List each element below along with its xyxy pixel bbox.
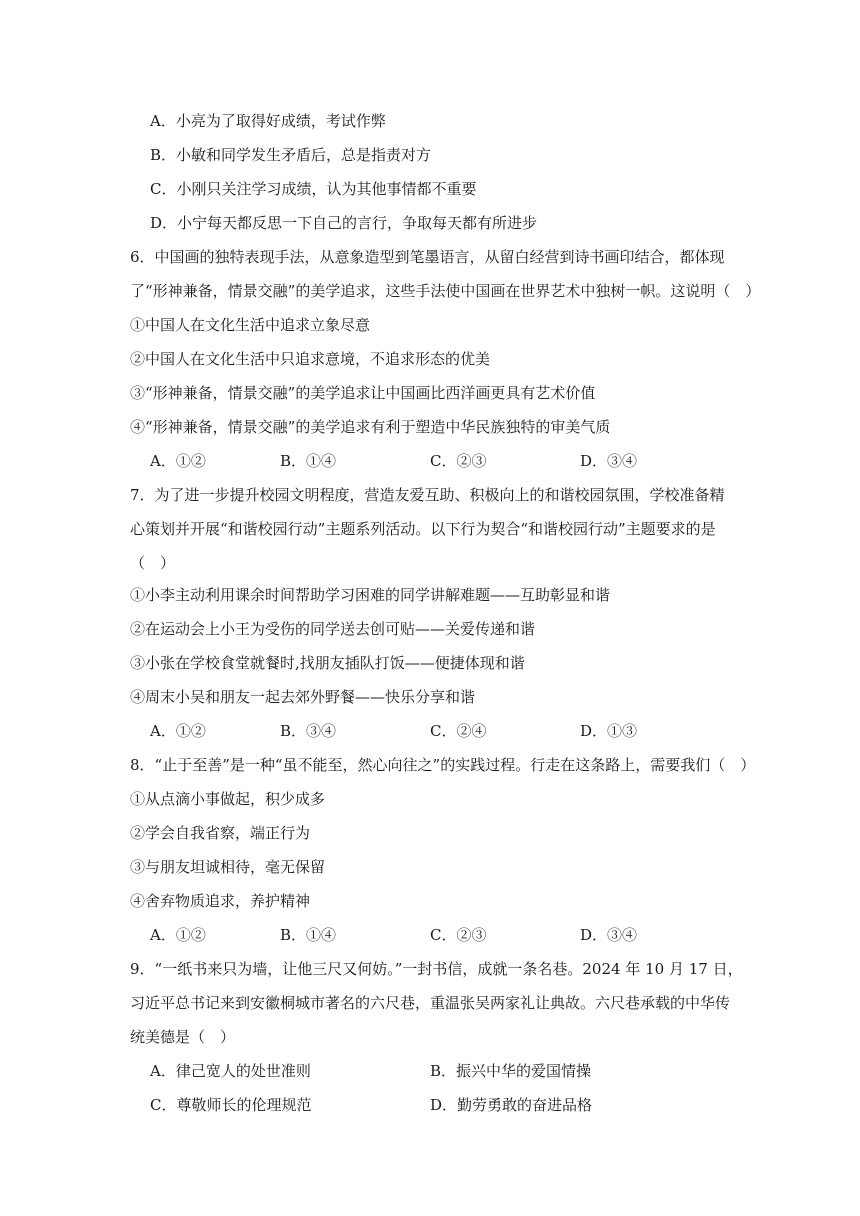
q7-choice-c: C．②④ [430, 722, 487, 740]
q9-choice-c: C．尊敬师长的伦理规范 [150, 1096, 312, 1114]
q8-choice-c: C．②③ [430, 926, 487, 944]
q9-stem-line-3: 统美德是（ ） [130, 1028, 236, 1046]
q7-statement-1: ①小李主动利用课余时间帮助学习困难的同学讲解难题——互助彰显和谐 [130, 586, 611, 604]
q6-choice-b: B．①④ [280, 452, 337, 470]
q5-option-d: D．小宁每天都反思一下自己的言行，争取每天都有所进步 [150, 214, 538, 232]
q8-statement-3: ③与朋友坦诚相待，毫无保留 [130, 858, 326, 876]
q9-choice-d: D．勤劳勇敢的奋进品格 [430, 1096, 593, 1114]
q7-statement-3: ③小张在学校食堂就餐时,找朋友插队打饭——便捷体现和谐 [130, 654, 525, 672]
q7-choice-d: D．①③ [580, 722, 638, 740]
q5-option-c: C．小刚只关注学习成绩，认为其他事情都不重要 [150, 180, 477, 198]
q8-choice-a: A．①② [150, 926, 206, 944]
q7-statement-2: ②在运动会上小王为受伤的同学送去创可贴——关爱传递和谐 [130, 620, 536, 638]
q8-choice-d: D．③④ [580, 926, 638, 944]
q9-stem-line-2: 习近平总书记来到安徽桐城市著名的六尺巷，重温张吴两家礼让典故。六尺巷承载的中华传 [130, 994, 731, 1012]
q8-statement-4: ④舍弃物质追求，养护精神 [130, 892, 311, 910]
q9-choice-a: A．律己宽人的处世准则 [150, 1062, 311, 1080]
q6-stem-line-2: 了“形神兼备，情景交融”的美学追求，这些手法使中国画在世界艺术中独树一帜。这说明（ ） [130, 282, 761, 300]
q7-stem-line-2: 心策划并开展“和谐校园行动”主题系列活动。以下行为契合“和谐校园行动”主题要求的是 [130, 520, 716, 538]
q8-statement-1: ①从点滴小事做起，积少成多 [130, 790, 326, 808]
q9-stem-line-1: 9．“一纸书来只为墙，让他三尺又何妨。”一封书信，成就一条名巷。2024 年 10 月 17 日， [130, 960, 743, 978]
q6-statement-3: ③“形神兼备，情景交融”的美学追求让中国画比西洋画更具有艺术价值 [130, 384, 596, 402]
q6-stem-line-1: 6．中国画的独特表现手法，从意象造型到笔墨语言，从留白经营到诗书画印结合，都体现 [130, 248, 725, 266]
q8-statement-2: ②学会自我省察，端正行为 [130, 824, 311, 842]
q6-choice-c: C．②③ [430, 452, 487, 470]
q7-statement-4: ④周末小吴和朋友一起去郊外野餐——快乐分享和谐 [130, 688, 476, 706]
q7-stem-line-3: （ ） [130, 554, 176, 572]
q8-choice-b: B．①④ [280, 926, 337, 944]
q7-choice-b: B．③④ [280, 722, 337, 740]
q7-stem-line-1: 7．为了进一步提升校园文明程度，营造友爱互助、积极向上的和谐校园氛围，学校准备精 [130, 486, 725, 504]
q5-option-b: B．小敏和同学发生矛盾后，总是指责对方 [150, 146, 432, 164]
q7-choice-a: A．①② [150, 722, 206, 740]
q9-choice-b: B．振兴中华的爱国情操 [430, 1062, 592, 1080]
q6-choice-a: A．①② [150, 452, 206, 470]
q6-choice-d: D．③④ [580, 452, 638, 470]
q8-stem-line-1: 8．“止于至善”是一种“虽不能至，然心向往之”的实践过程。行走在这条路上，需要我们（ ） [130, 756, 756, 774]
q6-statement-4: ④“形神兼备，情景交融”的美学追求有利于塑造中华民族独特的审美气质 [130, 418, 611, 436]
q5-option-a: A．小亮为了取得好成绩，考试作弊 [150, 112, 386, 130]
q6-statement-1: ①中国人在文化生活中追求立象尽意 [130, 316, 371, 334]
q6-statement-2: ②中国人在文化生活中只追求意境，不追求形态的优美 [130, 350, 491, 368]
